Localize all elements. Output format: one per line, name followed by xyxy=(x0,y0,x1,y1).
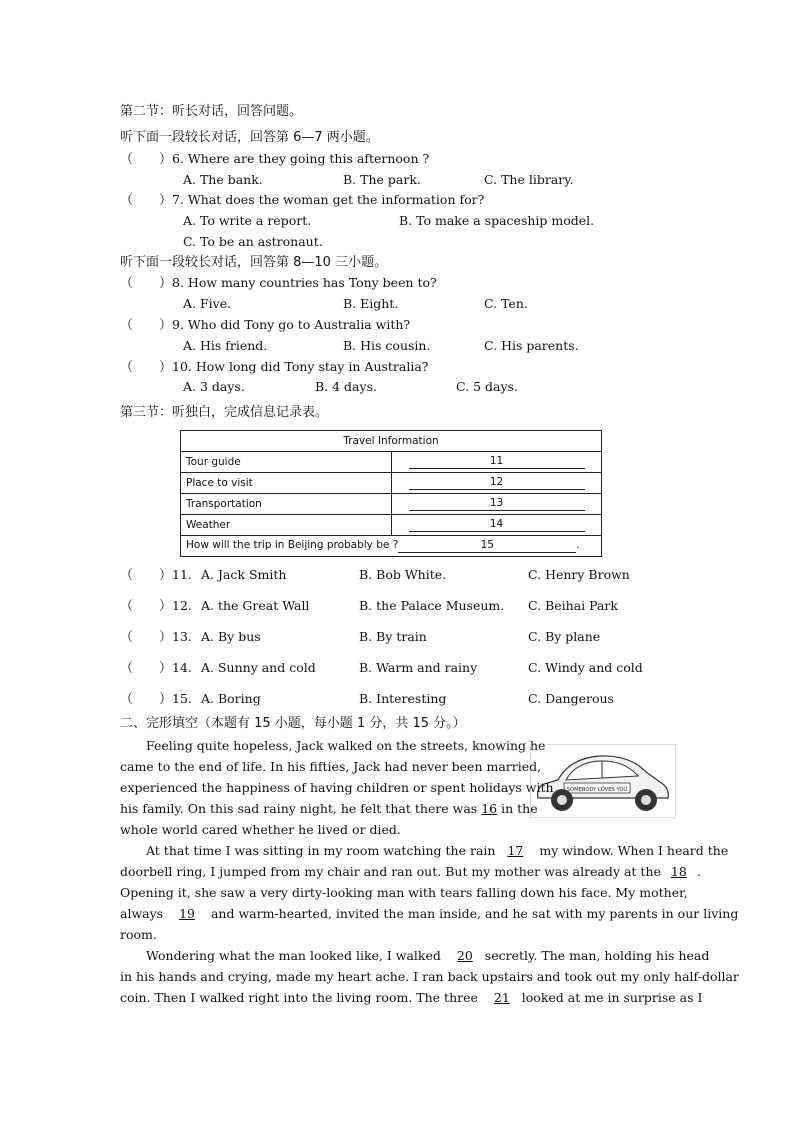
passage-line: doorbell ring, I jumped from my chair and ran out. But my mother was already at the 18 . xyxy=(120,864,701,879)
answer-paren[interactable]: （ ） xyxy=(120,661,173,676)
question-8 xyxy=(120,275,437,292)
passage-line: Opening it, she saw a very dirty-looking man with tears falling down his face. My mother, xyxy=(120,885,688,900)
row-label: Tour guide xyxy=(181,452,392,473)
dialog2-intro: 听下面一段较长对话，回答第 8—10 三小题。 xyxy=(120,255,388,270)
question-6 xyxy=(120,151,429,168)
option-6a: A. The bank. xyxy=(183,172,263,187)
option-8a: A. Five. xyxy=(183,296,232,311)
question-13: （ ）13. xyxy=(120,629,192,645)
passage-line: At that time I was sitting in my room watching the rain 17 my window. When I heard the xyxy=(146,843,729,858)
answer-paren[interactable]: （ ） xyxy=(120,318,173,333)
question-stem: 8. How many countries has Tony been to? xyxy=(172,275,437,290)
answer-paren[interactable]: （ ） xyxy=(120,276,173,291)
answer-paren[interactable]: （ ） xyxy=(120,152,173,167)
option-15a: A. Boring xyxy=(201,691,261,706)
answer-paren[interactable]: （ ） xyxy=(120,599,173,614)
passage-line: came to the end of life. In his fifties, Jack had never been married, xyxy=(120,759,542,774)
question-stem: 6. Where are they going this afternoon ? xyxy=(172,151,430,166)
passage-line: room. xyxy=(120,927,157,942)
table-row: How will the trip in Beijing probably be ? 15 . xyxy=(181,536,602,557)
passage-line: coin. Then I walked right into the living room. The three 21 looked at me in surprise as I xyxy=(120,990,703,1005)
option-6c: C. The library. xyxy=(484,172,574,187)
option-8c: C. Ten. xyxy=(484,296,528,311)
question-14: （ ）14. xyxy=(120,660,192,676)
answer-paren[interactable]: （ ） xyxy=(120,568,173,583)
option-14a: A. Sunny and cold xyxy=(201,660,316,675)
table-row xyxy=(181,473,602,494)
question-stem: 9. Who did Tony go to Australia with? xyxy=(172,317,411,332)
car-slogan: SOMEBODY LOVES YOU xyxy=(566,787,628,793)
passage-line: his family. On this sad rainy night, he felt that there was 16 in the xyxy=(120,801,538,816)
option-13a: A. By bus xyxy=(201,629,261,644)
cloze-blank-21[interactable]: 21 xyxy=(493,990,510,1005)
option-13b: B. By train xyxy=(359,629,427,644)
passage-line: whole world cared whether he lived or died. xyxy=(120,822,401,837)
passage-line: in his hands and crying, made my heart ache. I ran back upstairs and took out my only half-dollar xyxy=(120,969,739,984)
question-stem: 10. How long did Tony stay in Australia? xyxy=(172,359,429,374)
cloze-blank-16[interactable]: 16 xyxy=(481,801,498,816)
row-label: Place to visit xyxy=(181,473,392,494)
option-12a: A. the Great Wall xyxy=(201,598,310,613)
travel-info-table xyxy=(180,430,602,557)
cloze-title: 二、完形填空（本题有 15 小题，每小题 1 分，共 15 分。） xyxy=(120,716,466,731)
option-14c: C. Windy and cold xyxy=(528,660,643,675)
option-13c: C. By plane xyxy=(528,629,601,644)
question-11: （ ）11. xyxy=(120,567,192,583)
option-9b: B. His cousin. xyxy=(343,338,431,353)
cloze-blank-17[interactable]: 17 xyxy=(507,843,524,858)
answer-blank-13[interactable]: 13 xyxy=(409,497,585,511)
cloze-blank-19[interactable]: 19 xyxy=(179,906,195,921)
question-9 xyxy=(120,317,410,334)
section3-title: 第三节：听独白，完成信息记录表。 xyxy=(120,405,329,420)
option-8b: B. Eight. xyxy=(343,296,399,311)
option-7b: B. To make a spaceship model. xyxy=(399,213,595,228)
option-11c: C. Henry Brown xyxy=(528,567,630,582)
option-12c: C. Beihai Park xyxy=(528,598,618,613)
option-10b: B. 4 days. xyxy=(315,379,377,394)
question-15: （ ）15. xyxy=(120,691,192,707)
passage-line: Feeling quite hopeless, Jack walked on the streets, knowing he xyxy=(146,738,546,753)
option-15c: C. Dangerous xyxy=(528,691,614,706)
option-6b: B. The park. xyxy=(343,172,421,187)
option-15b: B. Interesting xyxy=(359,691,447,706)
option-9a: A. His friend. xyxy=(183,338,268,353)
dialog1-intro: 听下面一段较长对话，回答第 6—7 两小题。 xyxy=(120,130,379,145)
option-10a: A. 3 days. xyxy=(183,379,245,394)
question-10 xyxy=(120,359,429,376)
option-10c: C. 5 days. xyxy=(456,379,518,394)
option-14b: B. Warm and rainy xyxy=(359,660,478,675)
answer-paren[interactable]: （ ） xyxy=(120,630,173,645)
table-row xyxy=(181,452,602,473)
table-row xyxy=(181,515,602,536)
row-label: Weather xyxy=(181,515,392,536)
last-row-question: How will the trip in Beijing probably be ? xyxy=(186,539,399,551)
section2-title: 第二节：听长对话，回答问题。 xyxy=(120,104,303,119)
passage-line: Wondering what the man looked like, I walked 20 secretly. The man, holding his head xyxy=(146,948,710,963)
answer-blank-12[interactable]: 12 xyxy=(409,476,585,490)
row-label: Transportation xyxy=(181,494,392,515)
cloze-blank-20[interactable]: 20 xyxy=(456,948,473,963)
cloze-blank-18[interactable]: 18 xyxy=(670,864,687,879)
answer-blank-11[interactable]: 11 xyxy=(409,455,585,469)
table-title: Travel Information xyxy=(181,431,602,452)
option-11b: B. Bob White. xyxy=(359,567,447,582)
answer-blank-14[interactable]: 14 xyxy=(409,518,585,532)
passage-line: experienced the happiness of having children or spent holidays with xyxy=(120,780,554,795)
answer-paren[interactable]: （ ） xyxy=(120,692,173,707)
passage-line: always 19 and warm-hearted, invited the man inside, and he sat with my parents in our living xyxy=(120,906,739,921)
option-7c: C. To be an astronaut. xyxy=(183,234,323,249)
question-stem: 7. What does the woman get the information for? xyxy=(172,192,485,207)
option-12b: B. the Palace Museum. xyxy=(359,598,505,613)
option-7a: A. To write a report. xyxy=(183,213,312,228)
question-7 xyxy=(120,192,484,209)
option-9c: C. His parents. xyxy=(484,338,579,353)
option-11a: A. Jack Smith xyxy=(201,567,287,582)
answer-blank-15[interactable]: 15 xyxy=(398,539,576,553)
question-12: （ ）12. xyxy=(120,598,192,614)
answer-paren[interactable]: （ ） xyxy=(120,360,173,375)
answer-paren[interactable]: （ ） xyxy=(120,193,173,208)
table-row xyxy=(181,494,602,515)
